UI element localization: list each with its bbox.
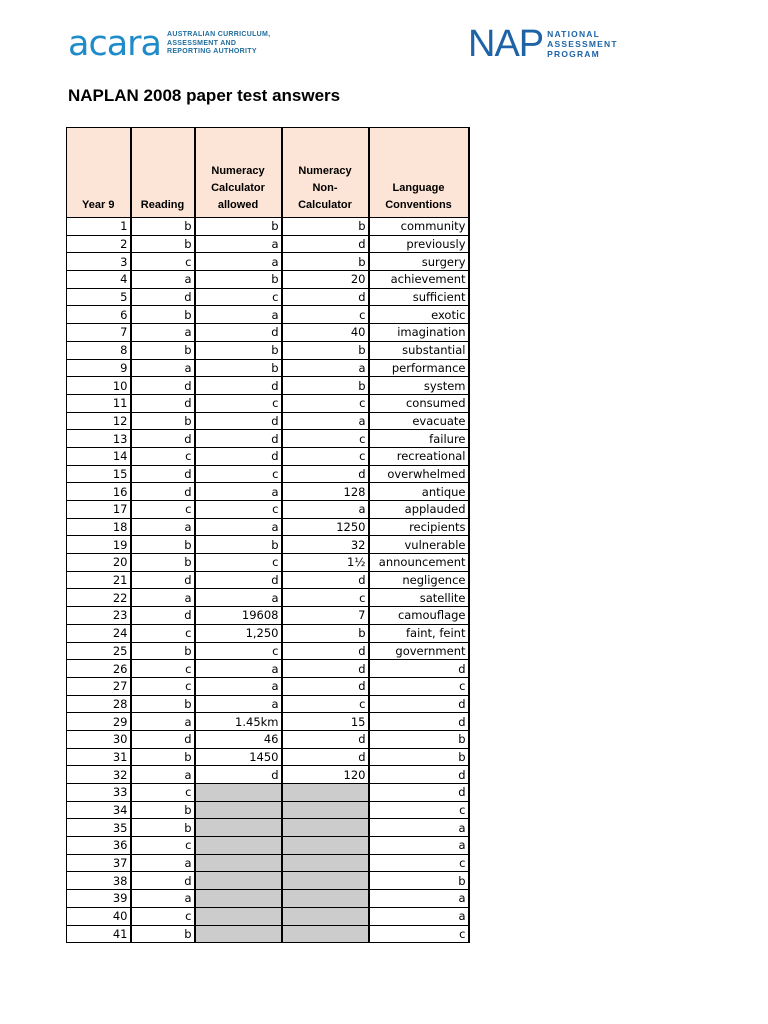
- reading-answer-cell: c: [131, 501, 195, 519]
- table-row: [67, 483, 469, 501]
- language-conventions-answer-cell: surgery: [369, 253, 469, 271]
- reading-answer-cell: b: [131, 554, 195, 572]
- reading-answer-cell: b: [131, 218, 195, 236]
- table-row: [67, 801, 469, 819]
- numeracy-calculator-answer-cell: 19608: [195, 607, 282, 625]
- reading-answer-cell: c: [131, 907, 195, 925]
- numeracy-calculator-answer-cell: b: [195, 271, 282, 289]
- question-number-cell: 22: [67, 589, 131, 607]
- language-conventions-answer-cell: a: [369, 819, 469, 837]
- table-row: [67, 306, 469, 324]
- numeracy-non-calculator-answer-cell: 20: [282, 271, 369, 289]
- question-number-cell: 25: [67, 642, 131, 660]
- language-conventions-answer-cell: d: [369, 713, 469, 731]
- table-row: [67, 518, 469, 536]
- table-row: [67, 288, 469, 306]
- question-number-cell: 21: [67, 571, 131, 589]
- numeracy-non-calculator-answer-cell: [282, 854, 369, 872]
- numeracy-non-calculator-answer-cell: a: [282, 501, 369, 519]
- reading-answer-cell: c: [131, 253, 195, 271]
- nap-logo-word: NAP: [468, 23, 544, 65]
- reading-answer-cell: a: [131, 713, 195, 731]
- question-number-cell: 6: [67, 306, 131, 324]
- question-number-cell: 36: [67, 837, 131, 855]
- table-row: [67, 218, 469, 236]
- numeracy-calculator-answer-cell: d: [195, 324, 282, 342]
- language-conventions-answer-cell: b: [369, 730, 469, 748]
- reading-answer-cell: a: [131, 589, 195, 607]
- question-number-cell: 26: [67, 660, 131, 678]
- table-row: [67, 359, 469, 377]
- numeracy-calculator-answer-cell: [195, 890, 282, 908]
- numeracy-non-calculator-answer-cell: a: [282, 412, 369, 430]
- question-number-cell: 37: [67, 854, 131, 872]
- question-number-cell: 19: [67, 536, 131, 554]
- table-row: [67, 589, 469, 607]
- header-numeracy-non-calculator: Numeracy Non- Calculator: [282, 128, 369, 218]
- table-row: [67, 271, 469, 289]
- reading-answer-cell: d: [131, 394, 195, 412]
- question-number-cell: 32: [67, 766, 131, 784]
- language-conventions-answer-cell: b: [369, 872, 469, 890]
- numeracy-non-calculator-answer-cell: [282, 784, 369, 802]
- language-conventions-answer-cell: a: [369, 837, 469, 855]
- numeracy-calculator-answer-cell: a: [195, 589, 282, 607]
- question-number-cell: 39: [67, 890, 131, 908]
- header-year-9: Year 9: [67, 128, 131, 218]
- question-number-cell: 23: [67, 607, 131, 625]
- numeracy-non-calculator-answer-cell: d: [282, 642, 369, 660]
- reading-answer-cell: a: [131, 271, 195, 289]
- reading-answer-cell: a: [131, 890, 195, 908]
- numeracy-calculator-answer-cell: [195, 907, 282, 925]
- reading-answer-cell: b: [131, 925, 195, 943]
- question-number-cell: 8: [67, 341, 131, 359]
- language-conventions-answer-cell: previously: [369, 235, 469, 253]
- numeracy-non-calculator-answer-cell: d: [282, 235, 369, 253]
- header-numeracy-calculator: Numeracy Calculator allowed: [195, 128, 282, 218]
- language-conventions-answer-cell: announcement: [369, 554, 469, 572]
- question-number-cell: 30: [67, 730, 131, 748]
- question-number-cell: 12: [67, 412, 131, 430]
- question-number-cell: 41: [67, 925, 131, 943]
- numeracy-calculator-answer-cell: [195, 854, 282, 872]
- language-conventions-answer-cell: vulnerable: [369, 536, 469, 554]
- numeracy-non-calculator-answer-cell: d: [282, 465, 369, 483]
- reading-answer-cell: c: [131, 660, 195, 678]
- reading-answer-cell: b: [131, 819, 195, 837]
- reading-answer-cell: c: [131, 784, 195, 802]
- numeracy-non-calculator-answer-cell: [282, 872, 369, 890]
- language-conventions-answer-cell: overwhelmed: [369, 465, 469, 483]
- numeracy-non-calculator-answer-cell: c: [282, 306, 369, 324]
- language-conventions-answer-cell: d: [369, 660, 469, 678]
- table-row: [67, 872, 469, 890]
- numeracy-calculator-answer-cell: 1.45km: [195, 713, 282, 731]
- numeracy-calculator-answer-cell: d: [195, 412, 282, 430]
- language-conventions-answer-cell: applauded: [369, 501, 469, 519]
- language-conventions-answer-cell: satellite: [369, 589, 469, 607]
- numeracy-non-calculator-answer-cell: 40: [282, 324, 369, 342]
- numeracy-non-calculator-answer-cell: c: [282, 589, 369, 607]
- table-row: [67, 536, 469, 554]
- reading-answer-cell: d: [131, 288, 195, 306]
- reading-answer-cell: a: [131, 854, 195, 872]
- question-number-cell: 13: [67, 430, 131, 448]
- question-number-cell: 17: [67, 501, 131, 519]
- numeracy-non-calculator-answer-cell: 7: [282, 607, 369, 625]
- table-row: [67, 430, 469, 448]
- numeracy-calculator-answer-cell: d: [195, 377, 282, 395]
- table-row: [67, 341, 469, 359]
- numeracy-non-calculator-answer-cell: b: [282, 377, 369, 395]
- question-number-cell: 31: [67, 748, 131, 766]
- nap-logo: [468, 23, 618, 65]
- language-conventions-answer-cell: d: [369, 784, 469, 802]
- table-row: [67, 677, 469, 695]
- numeracy-calculator-answer-cell: d: [195, 430, 282, 448]
- reading-answer-cell: d: [131, 730, 195, 748]
- reading-answer-cell: d: [131, 571, 195, 589]
- numeracy-non-calculator-answer-cell: [282, 907, 369, 925]
- table-row: [67, 766, 469, 784]
- question-number-cell: 16: [67, 483, 131, 501]
- table-row: [67, 377, 469, 395]
- numeracy-calculator-answer-cell: b: [195, 218, 282, 236]
- table-row: [67, 784, 469, 802]
- question-number-cell: 9: [67, 359, 131, 377]
- question-number-cell: 5: [67, 288, 131, 306]
- reading-answer-cell: d: [131, 483, 195, 501]
- document-title: NAPLAN 2008 paper test answers: [68, 86, 341, 105]
- numeracy-non-calculator-answer-cell: b: [282, 218, 369, 236]
- numeracy-non-calculator-answer-cell: c: [282, 430, 369, 448]
- language-conventions-answer-cell: d: [369, 695, 469, 713]
- language-conventions-answer-cell: antique: [369, 483, 469, 501]
- numeracy-calculator-answer-cell: 46: [195, 730, 282, 748]
- numeracy-calculator-answer-cell: [195, 872, 282, 890]
- numeracy-non-calculator-answer-cell: [282, 819, 369, 837]
- numeracy-non-calculator-answer-cell: 1½: [282, 554, 369, 572]
- numeracy-non-calculator-answer-cell: [282, 890, 369, 908]
- reading-answer-cell: b: [131, 341, 195, 359]
- numeracy-calculator-answer-cell: c: [195, 554, 282, 572]
- numeracy-calculator-answer-cell: [195, 784, 282, 802]
- question-number-cell: 11: [67, 394, 131, 412]
- numeracy-calculator-answer-cell: [195, 801, 282, 819]
- table-row: [67, 695, 469, 713]
- language-conventions-answer-cell: failure: [369, 430, 469, 448]
- language-conventions-answer-cell: system: [369, 377, 469, 395]
- table-row: [67, 748, 469, 766]
- numeracy-non-calculator-answer-cell: b: [282, 341, 369, 359]
- reading-answer-cell: d: [131, 377, 195, 395]
- question-number-cell: 28: [67, 695, 131, 713]
- reading-answer-cell: a: [131, 359, 195, 377]
- question-number-cell: 40: [67, 907, 131, 925]
- question-number-cell: 3: [67, 253, 131, 271]
- numeracy-non-calculator-answer-cell: 1250: [282, 518, 369, 536]
- question-number-cell: 20: [67, 554, 131, 572]
- question-number-cell: 24: [67, 624, 131, 642]
- numeracy-calculator-answer-cell: b: [195, 359, 282, 377]
- question-number-cell: 14: [67, 447, 131, 465]
- reading-answer-cell: c: [131, 837, 195, 855]
- table-row: [67, 412, 469, 430]
- reading-answer-cell: b: [131, 801, 195, 819]
- table-row: [67, 571, 469, 589]
- numeracy-calculator-answer-cell: [195, 819, 282, 837]
- table-row: [67, 324, 469, 342]
- numeracy-calculator-answer-cell: d: [195, 766, 282, 784]
- numeracy-non-calculator-answer-cell: 15: [282, 713, 369, 731]
- numeracy-calculator-answer-cell: a: [195, 677, 282, 695]
- numeracy-non-calculator-answer-cell: d: [282, 677, 369, 695]
- answers-table: [66, 127, 470, 943]
- language-conventions-answer-cell: camouflage: [369, 607, 469, 625]
- reading-answer-cell: b: [131, 536, 195, 554]
- numeracy-calculator-answer-cell: [195, 925, 282, 943]
- question-number-cell: 2: [67, 235, 131, 253]
- question-number-cell: 29: [67, 713, 131, 731]
- numeracy-calculator-answer-cell: a: [195, 253, 282, 271]
- table-row: [67, 554, 469, 572]
- question-number-cell: 10: [67, 377, 131, 395]
- table-row: [67, 713, 469, 731]
- table-row: [67, 730, 469, 748]
- question-number-cell: 33: [67, 784, 131, 802]
- language-conventions-answer-cell: c: [369, 854, 469, 872]
- table-row: [67, 925, 469, 943]
- question-number-cell: 7: [67, 324, 131, 342]
- numeracy-calculator-answer-cell: b: [195, 341, 282, 359]
- language-conventions-answer-cell: recipients: [369, 518, 469, 536]
- language-conventions-answer-cell: c: [369, 801, 469, 819]
- numeracy-non-calculator-answer-cell: 32: [282, 536, 369, 554]
- header-language-conventions: Language Conventions: [369, 128, 469, 218]
- language-conventions-answer-cell: consumed: [369, 394, 469, 412]
- numeracy-non-calculator-answer-cell: c: [282, 695, 369, 713]
- table-row: [67, 660, 469, 678]
- reading-answer-cell: d: [131, 465, 195, 483]
- numeracy-non-calculator-answer-cell: c: [282, 394, 369, 412]
- language-conventions-answer-cell: d: [369, 766, 469, 784]
- numeracy-non-calculator-answer-cell: d: [282, 748, 369, 766]
- numeracy-calculator-answer-cell: 1450: [195, 748, 282, 766]
- numeracy-calculator-answer-cell: a: [195, 695, 282, 713]
- language-conventions-answer-cell: achievement: [369, 271, 469, 289]
- table-row: [67, 253, 469, 271]
- language-conventions-answer-cell: recreational: [369, 447, 469, 465]
- language-conventions-answer-cell: negligence: [369, 571, 469, 589]
- language-conventions-answer-cell: substantial: [369, 341, 469, 359]
- language-conventions-answer-cell: faint, feint: [369, 624, 469, 642]
- numeracy-non-calculator-answer-cell: 128: [282, 483, 369, 501]
- language-conventions-answer-cell: c: [369, 677, 469, 695]
- reading-answer-cell: d: [131, 430, 195, 448]
- question-number-cell: 38: [67, 872, 131, 890]
- acara-logo: [68, 23, 271, 64]
- numeracy-calculator-answer-cell: d: [195, 571, 282, 589]
- reading-answer-cell: d: [131, 607, 195, 625]
- numeracy-calculator-answer-cell: c: [195, 642, 282, 660]
- question-number-cell: 35: [67, 819, 131, 837]
- reading-answer-cell: b: [131, 748, 195, 766]
- reading-answer-cell: d: [131, 872, 195, 890]
- language-conventions-answer-cell: evacuate: [369, 412, 469, 430]
- numeracy-non-calculator-answer-cell: [282, 925, 369, 943]
- question-number-cell: 27: [67, 677, 131, 695]
- reading-answer-cell: b: [131, 306, 195, 324]
- numeracy-calculator-answer-cell: a: [195, 483, 282, 501]
- question-number-cell: 15: [67, 465, 131, 483]
- numeracy-non-calculator-answer-cell: b: [282, 624, 369, 642]
- language-conventions-answer-cell: exotic: [369, 306, 469, 324]
- table-row: [67, 501, 469, 519]
- numeracy-non-calculator-answer-cell: [282, 837, 369, 855]
- language-conventions-answer-cell: a: [369, 907, 469, 925]
- numeracy-calculator-answer-cell: c: [195, 465, 282, 483]
- numeracy-calculator-answer-cell: [195, 837, 282, 855]
- reading-answer-cell: a: [131, 324, 195, 342]
- numeracy-calculator-answer-cell: 1,250: [195, 624, 282, 642]
- question-number-cell: 18: [67, 518, 131, 536]
- table-row: [67, 607, 469, 625]
- numeracy-calculator-answer-cell: a: [195, 518, 282, 536]
- header-reading: Reading: [131, 128, 195, 218]
- reading-answer-cell: b: [131, 235, 195, 253]
- numeracy-calculator-answer-cell: b: [195, 536, 282, 554]
- table-row: [67, 447, 469, 465]
- language-conventions-answer-cell: performance: [369, 359, 469, 377]
- reading-answer-cell: b: [131, 412, 195, 430]
- table-row: [67, 837, 469, 855]
- language-conventions-answer-cell: community: [369, 218, 469, 236]
- table-row: [67, 235, 469, 253]
- numeracy-non-calculator-answer-cell: d: [282, 288, 369, 306]
- table-header-row: [67, 128, 469, 218]
- numeracy-non-calculator-answer-cell: [282, 801, 369, 819]
- language-conventions-answer-cell: imagination: [369, 324, 469, 342]
- numeracy-non-calculator-answer-cell: a: [282, 359, 369, 377]
- numeracy-non-calculator-answer-cell: d: [282, 730, 369, 748]
- reading-answer-cell: c: [131, 624, 195, 642]
- nap-logo-subtitle: NATIONAL ASSESSMENT PROGRAM: [547, 29, 618, 59]
- reading-answer-cell: a: [131, 518, 195, 536]
- language-conventions-answer-cell: sufficient: [369, 288, 469, 306]
- reading-answer-cell: c: [131, 677, 195, 695]
- numeracy-calculator-answer-cell: d: [195, 447, 282, 465]
- numeracy-calculator-answer-cell: a: [195, 235, 282, 253]
- numeracy-non-calculator-answer-cell: c: [282, 447, 369, 465]
- acara-logo-word: acara: [68, 23, 161, 64]
- numeracy-calculator-answer-cell: c: [195, 288, 282, 306]
- language-conventions-answer-cell: a: [369, 890, 469, 908]
- numeracy-non-calculator-answer-cell: d: [282, 660, 369, 678]
- question-number-cell: 1: [67, 218, 131, 236]
- table-row: [67, 465, 469, 483]
- numeracy-calculator-answer-cell: a: [195, 306, 282, 324]
- question-number-cell: 4: [67, 271, 131, 289]
- question-number-cell: 34: [67, 801, 131, 819]
- numeracy-non-calculator-answer-cell: 120: [282, 766, 369, 784]
- language-conventions-answer-cell: government: [369, 642, 469, 660]
- numeracy-calculator-answer-cell: a: [195, 660, 282, 678]
- table-row: [67, 394, 469, 412]
- reading-answer-cell: b: [131, 642, 195, 660]
- language-conventions-answer-cell: b: [369, 748, 469, 766]
- table-row: [67, 890, 469, 908]
- reading-answer-cell: a: [131, 766, 195, 784]
- table-row: [67, 819, 469, 837]
- language-conventions-answer-cell: c: [369, 925, 469, 943]
- numeracy-calculator-answer-cell: c: [195, 394, 282, 412]
- acara-logo-subtitle: AUSTRALIAN CURRICULUM, ASSESSMENT AND REPORTING AUTHORITY: [166, 31, 271, 56]
- table-row: [67, 907, 469, 925]
- table-row: [67, 624, 469, 642]
- numeracy-non-calculator-answer-cell: d: [282, 571, 369, 589]
- numeracy-non-calculator-answer-cell: b: [282, 253, 369, 271]
- numeracy-calculator-answer-cell: c: [195, 501, 282, 519]
- table-row: [67, 854, 469, 872]
- reading-answer-cell: b: [131, 695, 195, 713]
- reading-answer-cell: c: [131, 447, 195, 465]
- table-row: [67, 642, 469, 660]
